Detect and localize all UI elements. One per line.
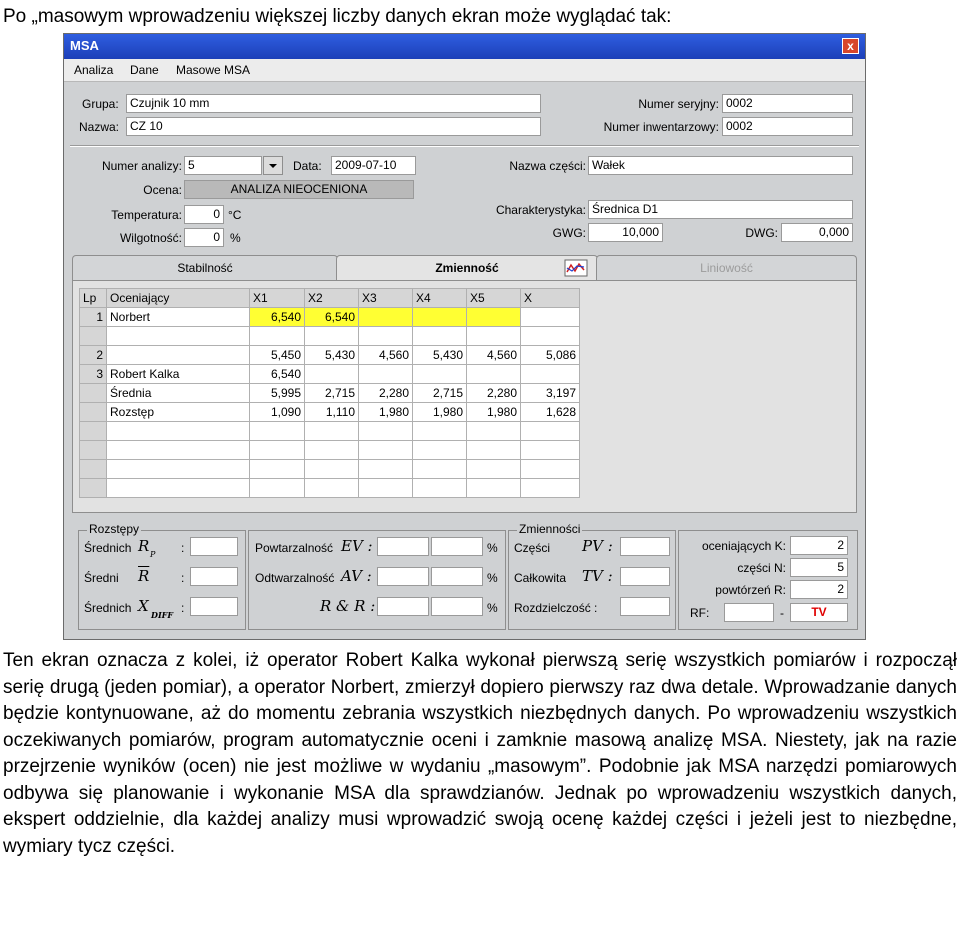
rf-dash: - (780, 606, 784, 620)
measurement-cell[interactable]: 1,980 (413, 403, 467, 422)
rbar-field[interactable] (190, 567, 238, 586)
numer-inw-field[interactable]: 0002 (722, 117, 853, 136)
rf-label: RF: (690, 606, 710, 620)
measurement-cell[interactable]: 1,110 (305, 403, 359, 422)
measurement-cell[interactable]: 6,540 (250, 365, 305, 384)
data-label: Data: (293, 159, 322, 173)
grid-header-cell: X4 (413, 289, 467, 308)
table-row[interactable] (80, 441, 580, 460)
table-row[interactable] (80, 460, 580, 479)
row-number (80, 327, 107, 346)
chevron-down-icon[interactable] (263, 156, 283, 175)
measurement-cell[interactable]: 5,086 (521, 346, 580, 365)
rbar-symbol: $\overline{R}$ (138, 567, 150, 585)
measurement-cell[interactable] (359, 460, 413, 479)
pv-symbol: PV : (582, 537, 613, 555)
rr-symbol: R & R : (320, 597, 376, 615)
temperatura-field[interactable]: 0 (184, 205, 224, 224)
measurement-cell[interactable] (250, 460, 305, 479)
rozdzielczosc-label: Rozdzielczość : (514, 601, 598, 615)
ev-symbol: EV : (341, 537, 373, 555)
measurement-cell[interactable] (521, 441, 580, 460)
row-number (80, 460, 107, 479)
measurement-cell[interactable] (359, 479, 413, 498)
measurement-cell[interactable]: 5,995 (250, 384, 305, 403)
measurement-cell[interactable] (467, 441, 521, 460)
numer-seryjny-label: Numer seryjny: (638, 97, 719, 111)
measurement-cell[interactable] (359, 327, 413, 346)
grupa-field[interactable]: Czujnik 10 mm (126, 94, 541, 113)
grid-header-cell: Oceniający (107, 289, 250, 308)
powtorzen-label: powtórzeń R: (715, 583, 786, 597)
numer-analizy-label: Numer analizy: (101, 159, 182, 173)
table-row[interactable] (80, 308, 580, 327)
measurement-cell[interactable] (305, 327, 359, 346)
measurement-cell[interactable] (359, 365, 413, 384)
measurement-cell[interactable] (305, 422, 359, 441)
colon-rp: : (181, 541, 185, 555)
measurement-grid (79, 288, 580, 498)
measurement-cell[interactable]: 1,980 (359, 403, 413, 422)
temperatura-label: Temperatura: (111, 208, 182, 222)
tv-symbol: TV : (582, 567, 613, 585)
table-row[interactable] (80, 384, 580, 403)
rp-field[interactable] (190, 537, 238, 556)
measurement-cell[interactable] (467, 308, 521, 327)
menu-bar (64, 59, 865, 82)
tab-zmiennosc[interactable] (336, 255, 598, 281)
data-field[interactable]: 2009-07-10 (331, 156, 416, 175)
measurement-cell[interactable] (413, 327, 467, 346)
measurement-cell[interactable] (250, 327, 305, 346)
numer-analizy-select[interactable]: 5 (184, 156, 262, 175)
rater-name-cell[interactable] (107, 479, 250, 498)
czesci-n-field[interactable]: 5 (790, 558, 848, 577)
rr-pct-field[interactable] (431, 597, 483, 616)
rp-subscript: P (150, 550, 156, 559)
measurement-cell[interactable] (359, 308, 413, 327)
grid-header-cell: X2 (305, 289, 359, 308)
grid-header-cell: X3 (359, 289, 413, 308)
row-number (80, 403, 107, 422)
measurement-cell[interactable] (359, 441, 413, 460)
measurement-cell[interactable]: 2,715 (305, 384, 359, 403)
tv-badge: TV (790, 603, 848, 622)
xdiff-subscript: DIFF (151, 610, 174, 620)
table-row[interactable] (80, 365, 580, 384)
measurement-cell[interactable] (305, 441, 359, 460)
grid-header-cell: X5 (467, 289, 521, 308)
av-field[interactable] (377, 567, 429, 586)
grupa-label: Grupa: (82, 97, 119, 111)
gwg-field[interactable]: 10,000 (588, 223, 663, 242)
czesci-label: Części (514, 541, 551, 555)
measurement-cell[interactable]: 1,628 (521, 403, 580, 422)
measurement-cell[interactable] (413, 422, 467, 441)
rf-field[interactable] (724, 603, 774, 622)
av-pct: % (487, 571, 498, 585)
colon-xdiff: : (181, 601, 185, 615)
av-symbol: AV : (341, 567, 372, 585)
measurement-cell[interactable] (359, 422, 413, 441)
xdiff-field[interactable] (190, 597, 238, 616)
powtorzen-field[interactable]: 2 (790, 580, 848, 599)
tab-zmiennosc-label: Zmienność (435, 261, 499, 275)
ev-field[interactable] (377, 537, 429, 556)
measurement-cell[interactable] (521, 365, 580, 384)
measurement-cell[interactable]: 4,560 (467, 346, 521, 365)
av-pct-field[interactable] (431, 567, 483, 586)
rater-name-cell[interactable] (107, 327, 250, 346)
sredni-xdiff-label: Średnich (84, 601, 132, 615)
measurement-cell[interactable] (250, 479, 305, 498)
dwg-label: DWG: (745, 226, 778, 240)
separator (70, 145, 859, 147)
oceniajacych-field[interactable]: 2 (790, 536, 848, 555)
measurement-cell[interactable]: 5,450 (250, 346, 305, 365)
row-number: 1 (80, 308, 107, 327)
wilgotnosc-label: Wilgotność: (119, 231, 182, 245)
measurement-cell[interactable] (521, 422, 580, 441)
calkowita-label: Całkowita (514, 571, 567, 585)
table-row[interactable] (80, 479, 580, 498)
chart-icon (564, 259, 588, 277)
body-paragraph: Ten ekran oznacza z kolei, iż operator Robert Kalka wykonał pierwszą serię wszystkich pomiarów i rozpoczął serię drugą (jeden pomiar), a operator Norbert, zmierzył dopiero pierwszy raz dwa detale. Wprowadzanie danych będzie kontynuowane, aż do momentu zebrania wszystkich niezbędnych danych. Po wprowadzeniu wszystkich oczekiwanych pomiarów, program automatycznie oceni i zamknie masową analizę MSA. Niestety, jak na razie przejrzenie wyników (ocen) nie jest możliwe w wydaniu „masowym”. Podobnie jak MSA narzędzi pomiarowych odbywa się planowanie i wykonanie MSA dla sprawdzianów. Jednak po wprowadzeniu wszystkich danych, ekspert oddzielnie, dla każdej analizy musi wprowadzić swoją ocenę każdej części i jeżeli jest to niezbędne, wymiary tycz części. (3, 650, 957, 857)
zmiennosci-title: Zmienności (519, 522, 581, 536)
ocena-label: Ocena: (143, 183, 182, 197)
measurement-cell[interactable]: 6,540 (250, 308, 305, 327)
table-row[interactable] (80, 403, 580, 422)
grid-header-row (80, 289, 580, 308)
menu-masowe-msa[interactable]: Masowe MSA (176, 63, 251, 77)
measurement-cell[interactable] (413, 308, 467, 327)
measurement-cell[interactable]: 1,980 (467, 403, 521, 422)
measurement-cell[interactable]: 6,540 (305, 308, 359, 327)
measurement-cell[interactable] (413, 441, 467, 460)
measurement-cell[interactable] (467, 460, 521, 479)
dwg-field[interactable]: 0,000 (781, 223, 853, 242)
colon-r: : (181, 571, 185, 585)
czesci-n-label: części N: (737, 561, 786, 575)
measurement-cell[interactable] (467, 422, 521, 441)
odtwarzalnosc-label: Odtwarzalność (255, 571, 335, 585)
measurement-cell[interactable]: 2,715 (413, 384, 467, 403)
sredni-r-label: Średni (84, 571, 119, 585)
pv-field[interactable] (620, 537, 670, 556)
nazwa-czesci-field[interactable]: Wałek (588, 156, 853, 175)
grid-header-cell: Lp (80, 289, 107, 308)
nazwa-czesci-label: Nazwa części: (509, 159, 586, 173)
measurement-cell[interactable]: 2,280 (359, 384, 413, 403)
sredni-rp-label: Średnich (84, 541, 132, 555)
window-title: MSA (70, 38, 99, 53)
wilgotnosc-unit: % (230, 231, 241, 245)
ev-pct-field[interactable] (431, 537, 483, 556)
measurement-cell[interactable] (521, 308, 580, 327)
table-row[interactable] (80, 346, 580, 365)
measurement-cell[interactable]: 1,090 (250, 403, 305, 422)
gwg-label: GWG: (552, 226, 586, 240)
rp-symbol: R (138, 537, 150, 555)
charakterystyka-field[interactable]: Średnica D1 (588, 200, 853, 219)
measurement-cell[interactable] (413, 460, 467, 479)
tab-stabilnosc[interactable]: Stabilność (72, 255, 338, 281)
measurement-cell[interactable] (467, 327, 521, 346)
measurement-cell[interactable] (250, 441, 305, 460)
nazwa-field[interactable]: CZ 10 (126, 117, 541, 136)
measurement-cell[interactable] (467, 365, 521, 384)
measurement-cell[interactable] (305, 365, 359, 384)
row-number (80, 384, 107, 403)
temperatura-unit: °C (228, 208, 242, 222)
measurement-cell[interactable] (305, 479, 359, 498)
numer-seryjny-field[interactable]: 0002 (722, 94, 853, 113)
rater-name-cell[interactable] (107, 346, 250, 365)
charakterystyka-label: Charakterystyka: (495, 203, 586, 217)
table-row[interactable] (80, 327, 580, 346)
measurement-cell[interactable]: 5,430 (305, 346, 359, 365)
menu-analiza[interactable]: Analiza (74, 63, 114, 77)
oceniajacych-label: oceniających K: (701, 539, 786, 553)
measurement-cell[interactable] (413, 365, 467, 384)
wilgotnosc-field[interactable]: 0 (184, 228, 224, 247)
msa-window (63, 33, 866, 640)
row-number: 2 (80, 346, 107, 365)
ocena-status: ANALIZA NIEOCENIONA (184, 180, 414, 199)
row-number (80, 441, 107, 460)
rater-name-cell[interactable] (107, 422, 250, 441)
numer-inw-label: Numer inwentarzowy: (603, 120, 719, 134)
measurement-cell[interactable] (521, 479, 580, 498)
measurement-cell[interactable] (521, 460, 580, 479)
rater-name-cell[interactable]: Norbert (107, 308, 250, 327)
rozdzielczosc-field[interactable] (620, 597, 670, 616)
close-icon[interactable]: x (842, 38, 859, 54)
row-number (80, 479, 107, 498)
nazwa-label: Nazwa: (79, 120, 120, 134)
table-row[interactable] (80, 422, 580, 441)
measurement-cell[interactable] (521, 327, 580, 346)
measurement-cell[interactable]: 2,280 (467, 384, 521, 403)
rater-name-cell[interactable]: Robert Kalka (107, 365, 250, 384)
rozstepy-title: Rozstępy (89, 522, 140, 536)
measurement-cell[interactable]: 5,430 (413, 346, 467, 365)
rr-pct: % (487, 601, 498, 615)
tab-liniowosc: Liniowość (596, 255, 857, 281)
tv-field[interactable] (620, 567, 670, 586)
rr-field[interactable] (377, 597, 429, 616)
row-number (80, 422, 107, 441)
rater-name-cell[interactable] (107, 460, 250, 479)
measurement-cell[interactable] (250, 422, 305, 441)
grid-header-cell: X1 (250, 289, 305, 308)
ev-pct: % (487, 541, 498, 555)
intro-text: Po „masowym wprowadzeniu większej liczby danych ekran może wyglądać tak: (3, 6, 672, 27)
grid-header-cell: X (521, 289, 580, 308)
measurement-cell[interactable] (413, 479, 467, 498)
xdiff-symbol: X (138, 597, 149, 615)
row-number: 3 (80, 365, 107, 384)
powtarzalnosc-label: Powtarzalność (255, 541, 334, 555)
title-bar (64, 34, 865, 59)
rater-name-cell[interactable]: Rozstęp (107, 403, 250, 422)
rater-name-cell[interactable] (107, 441, 250, 460)
measurement-cell[interactable]: 4,560 (359, 346, 413, 365)
rater-name-cell[interactable]: Średnia (107, 384, 250, 403)
measurement-cell[interactable]: 3,197 (521, 384, 580, 403)
menu-dane[interactable]: Dane (130, 63, 159, 77)
measurement-cell[interactable] (467, 479, 521, 498)
measurement-cell[interactable] (305, 460, 359, 479)
